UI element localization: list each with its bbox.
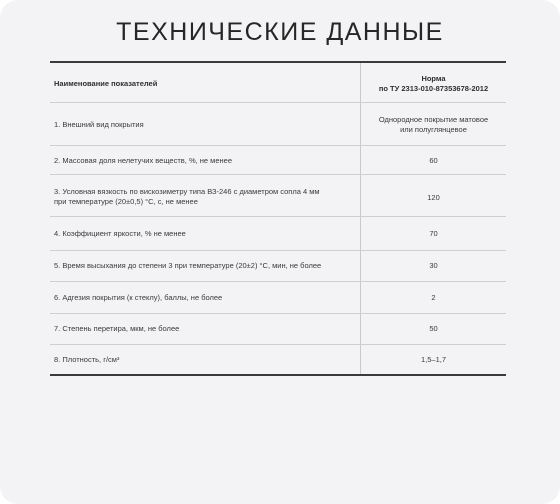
table-row-value: [361, 261, 506, 271]
row-name-line1: 3. Условная вязкость по вискозиметру типа ВЗ-246 с диаметром сопла 4 мм: [54, 187, 320, 196]
page-title: ТЕХНИЧЕСКИЕ ДАННЫЕ: [116, 18, 444, 46]
row-value-line2: или полуглянцевое: [400, 125, 467, 134]
table-row-name: [54, 293, 354, 303]
table-row-name: [54, 187, 354, 207]
row-value-line1: Однородное покрытие матовое: [378, 115, 489, 124]
row-separator: [50, 313, 506, 314]
row-value-line1: 1,5–1,7: [420, 355, 447, 364]
header-norm: [361, 74, 506, 94]
table-row-name: [54, 229, 354, 239]
row-separator: [50, 344, 506, 345]
row-separator: [50, 216, 506, 217]
table-row-value: [361, 355, 506, 365]
table-row-value: [361, 115, 506, 135]
table-row-value: [361, 293, 506, 303]
header-norm-line1: Норма: [421, 74, 446, 83]
row-name-line1: 7. Степень перетира, мкм, не более: [54, 324, 180, 333]
table-row-name: [54, 355, 354, 365]
row-value-line1: 70: [429, 229, 438, 238]
row-value-line1: 120: [427, 193, 440, 202]
row-value-line1: 50: [429, 324, 438, 333]
row-name-line1: 1. Внешний вид покрытия: [54, 120, 144, 129]
row-name-line1: 2. Массовая доля нелетучих веществ, %, не менее: [54, 156, 232, 165]
header-name: Наименование показателей: [54, 79, 158, 88]
row-name-line2: при температуре (20±0,5) °С, с, не менее: [54, 197, 198, 206]
row-value-line1: 2: [431, 293, 436, 302]
table-row-value: [361, 229, 506, 239]
row-separator: [50, 250, 506, 251]
row-name-line1: 5. Время высыхания до степени 3 при температуре (20±2) °С, мин, не более: [54, 261, 322, 270]
table-row-name: [54, 324, 354, 334]
header-separator: [50, 102, 506, 103]
row-separator: [50, 145, 506, 146]
table-top-rule: [50, 61, 506, 63]
row-name-line1: 8. Плотность, г/см³: [54, 355, 120, 364]
table-row-name: [54, 120, 354, 130]
row-value-line1: 60: [429, 156, 438, 165]
row-separator: [50, 174, 506, 175]
table-row-name: [54, 261, 354, 271]
table-bottom-rule: [50, 374, 506, 376]
header-norm-line2: по ТУ 2313-010-87353678-2012: [378, 84, 489, 93]
table-row-value: [361, 156, 506, 166]
row-separator: [50, 281, 506, 282]
table-row-name: [54, 156, 354, 166]
table-row-value: [361, 193, 506, 203]
row-name-line1: 6. Адгезия покрытия (к стеклу), баллы, не более: [54, 293, 223, 302]
table-row-value: [361, 324, 506, 334]
row-name-line1: 4. Коэффициент яркости, % не менее: [54, 229, 186, 238]
row-value-line1: 30: [429, 261, 438, 270]
